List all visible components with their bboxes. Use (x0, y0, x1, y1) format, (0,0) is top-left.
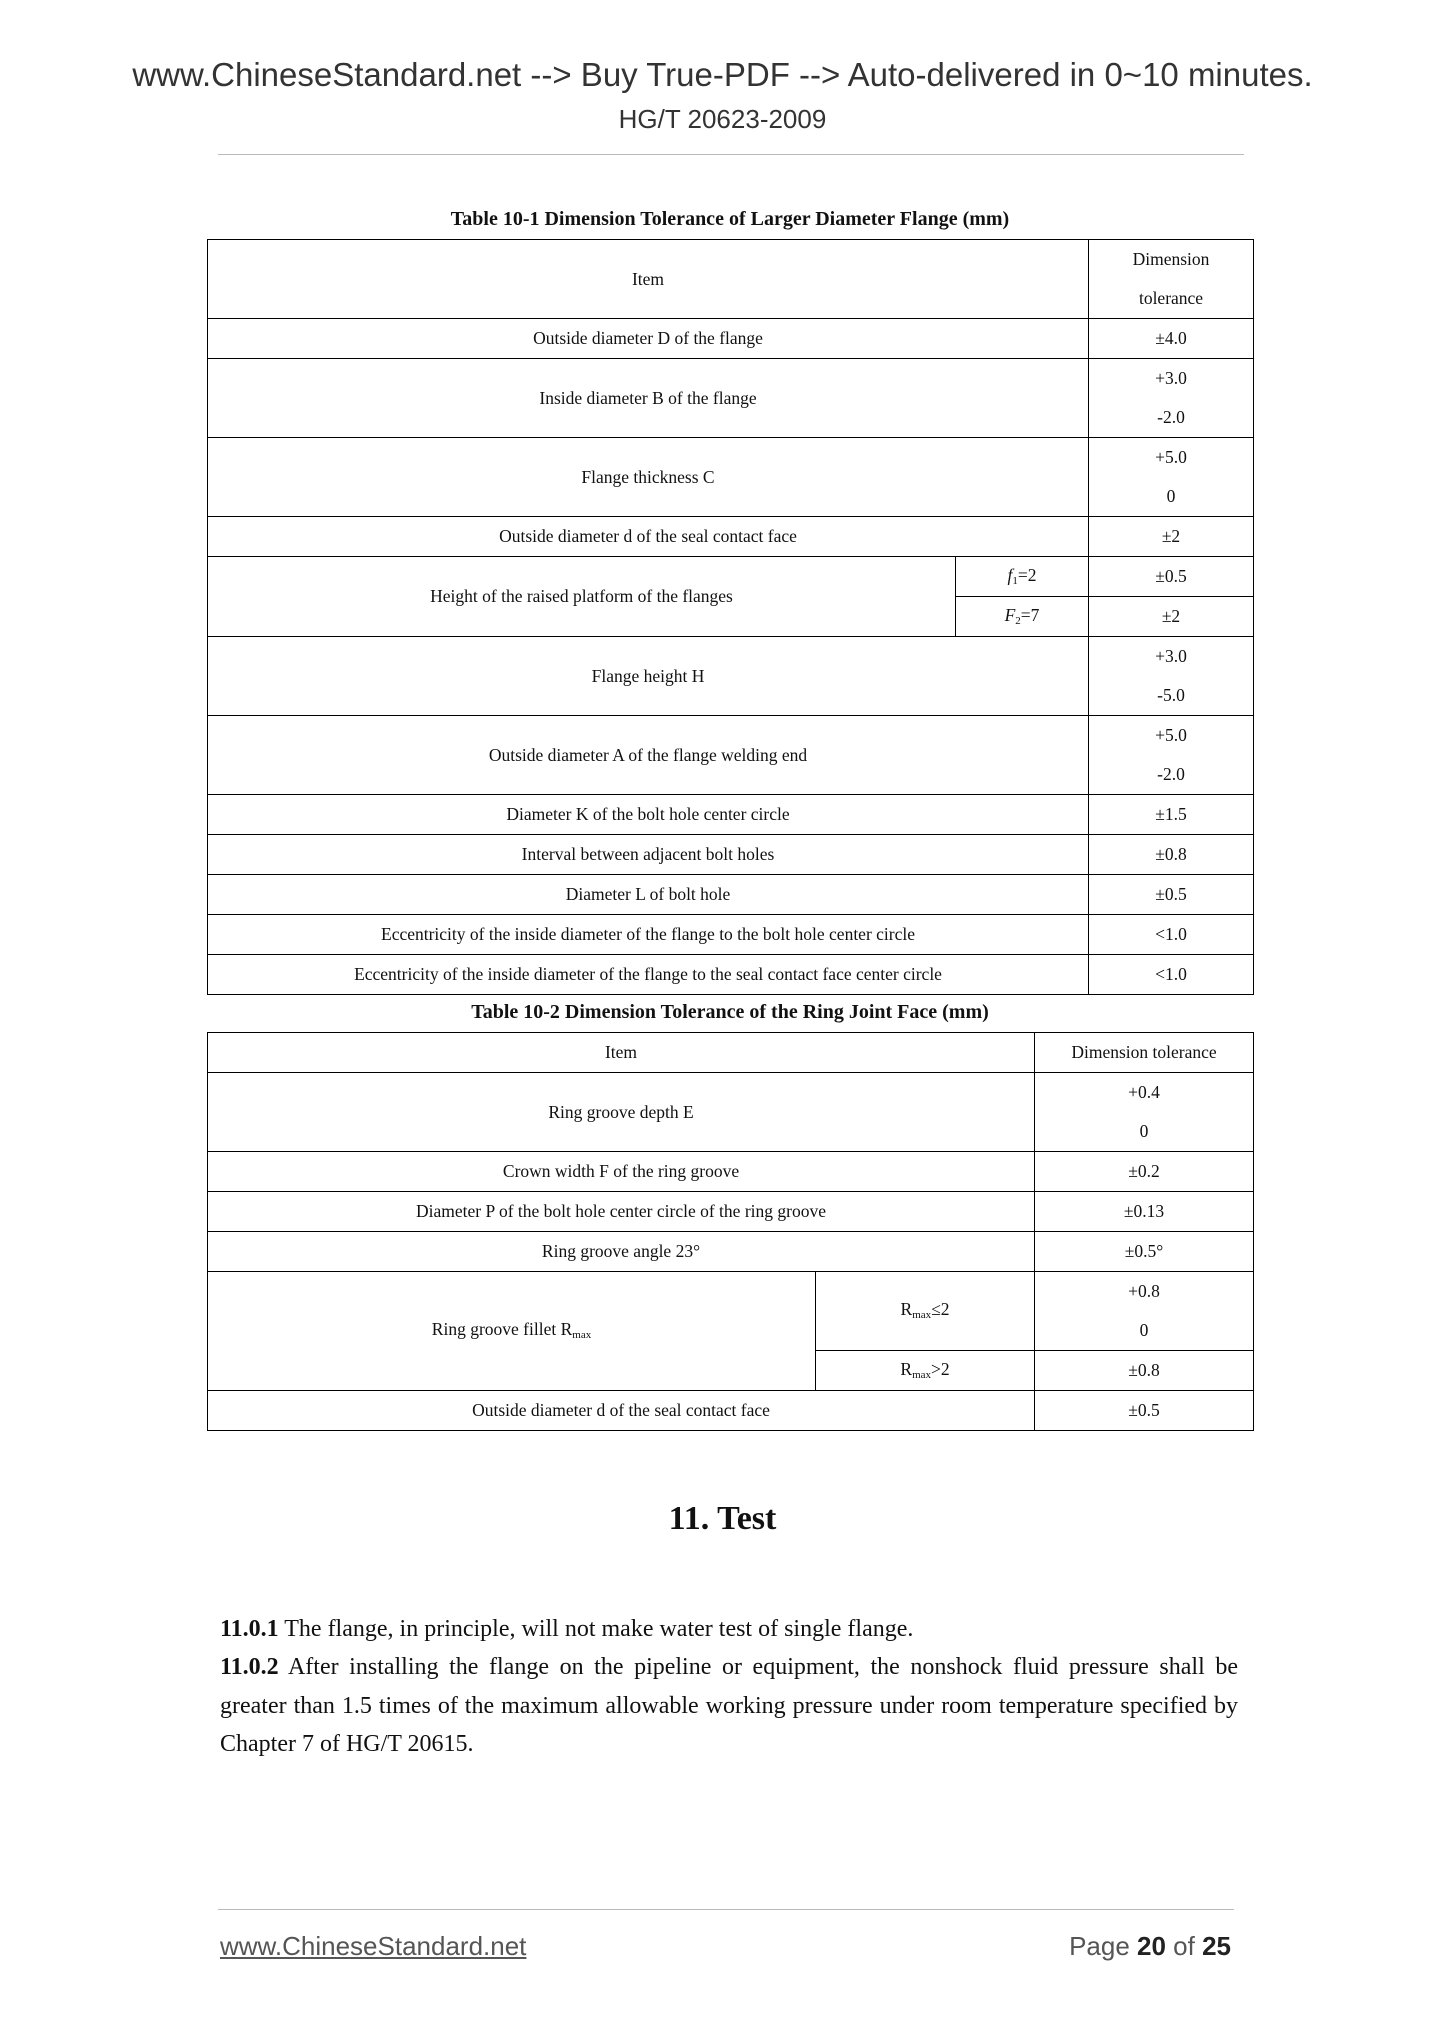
table2-head-tolerance: Dimension tolerance (1035, 1033, 1254, 1073)
table-row: Crown width F of the ring groove ±0.2 (208, 1152, 1254, 1192)
table-row: Ring groove angle 23° ±0.5° (208, 1232, 1254, 1272)
table-row: $R_{max}>2$ ±0.8 (208, 1351, 1254, 1391)
table-row: Outside diameter D of the flange ±4.0 (208, 319, 1254, 359)
table-row: Eccentricity of the inside diameter of the flange to the bolt hole center circle <1.0 (208, 915, 1254, 955)
section-heading: 11. Test (668, 1500, 777, 1537)
paragraph-11-0-1: 11.0.1 The flange, in principle, will not make water test of single flange. (220, 1616, 914, 1642)
table-row: Eccentricity of the inside diameter of the flange to the seal contact face center circle <1.0 (208, 955, 1254, 995)
table-row: Outside diameter d of the seal contact face ±2 (208, 517, 1254, 557)
table-row: Ring groove depth E +0.4 0 (208, 1073, 1254, 1152)
table-row: Outside diameter d of the seal contact face ±0.5 (208, 1391, 1254, 1431)
table-row: Outside diameter A of the flange welding end +5.0 -2.0 (208, 716, 1254, 795)
table-row: $F_2=7$ ±2 (208, 597, 1254, 637)
table-row: Ring groove fillet $R_{max}$ $R_{max}\le 2$ +0.8 0 (208, 1272, 1254, 1351)
table-row: Diameter K of the bolt hole center circle ±1.5 (208, 795, 1254, 835)
table-row: Inside diameter B of the flange +3.0 -2.0 (208, 359, 1254, 438)
header-banner: www.ChineseStandard.net --> Buy True-PDF --> Auto-delivered in 0~10 minutes. (132, 56, 1313, 93)
table-row: Diameter P of the bolt hole center circle of the ring groove ±0.13 (208, 1192, 1254, 1232)
paragraph-11-0-2: 11.0.2 After installing the flange on the pipeline or equipment, the nonshock fluid pressure shall be greater than 1.5 times of the maximum allowable working pressure under room temperature specified by Chapter 7 of HG/T 20615. (220, 1654, 1238, 1757)
footer-rule (218, 1909, 1234, 1910)
table-row: Flange thickness C +5.0 0 (208, 438, 1254, 517)
footer-site-link[interactable]: www.ChineseStandard.net (220, 1931, 527, 1961)
table1-caption: Table 10-1 Dimension Tolerance of Larger Diameter Flange (mm) (450, 208, 1010, 230)
table-row: Interval between adjacent bolt holes ±0.8 (208, 835, 1254, 875)
table1-header-row (208, 240, 1254, 319)
table-row: Flange height H +3.0 -5.0 (208, 637, 1254, 716)
table2-header-row (208, 1033, 1254, 1073)
table2 (207, 1032, 1254, 1431)
table1 (207, 239, 1254, 995)
table-row: Diameter L of bolt hole ±0.5 (208, 875, 1254, 915)
standard-code: HG/T 20623-2009 (618, 104, 827, 134)
table1-head-tolerance: Dimension tolerance (1089, 240, 1254, 319)
page-indicator: Page 20 of 25 (1069, 1931, 1231, 1961)
table1-head-item: Item (208, 240, 1089, 319)
table-row: Height of the raised platform of the flanges $f_1=2$ ±0.5 (208, 557, 1254, 597)
table2-head-item: Item (208, 1033, 1035, 1073)
header-rule (218, 154, 1244, 155)
table2-caption: Table 10-2 Dimension Tolerance of the Ring Joint Face (mm) (471, 1001, 989, 1023)
